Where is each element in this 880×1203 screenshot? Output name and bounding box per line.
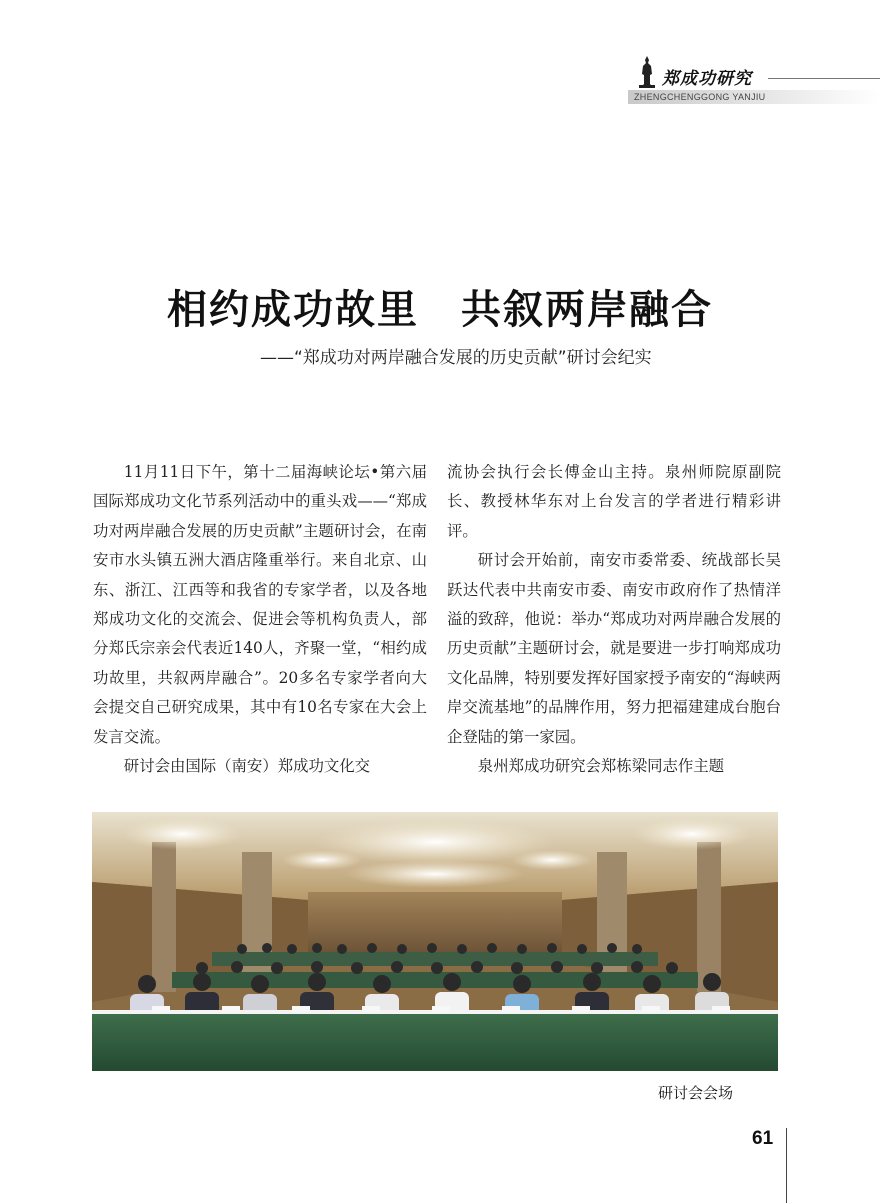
statue-emblem-icon [636,54,658,88]
paragraph-continued: 流协会执行会长傅金山主持。泉州师院原副院长、教授林华东对上台发言的学者进行精彩讲评。 [447,463,781,540]
paragraph: 11月11日下午，第十二届海峡论坛•第六届国际郑成功文化节系列活动中的重头戏——“郑成功对两岸融合发展的历史贡献”主题研讨会，在南安市水头镇五洲大酒店隆重举行。来自北京、山东、浙江、江西等和我省的专家学者，以及各地郑成功文化的交流会、促进会等机构负责人，部分郑氏宗亲会代表近140人，齐聚一堂，“相约成功故里，共叙两岸融合”。20多名专家学者向大会提交自己研究成果，其中有10名专家在大会上发言交流。 [93,463,427,746]
paragraph: 研讨会开始前，南安市委常委、统战部长吴跃达代表中共南安市委、南安市政府作了热情洋溢的致辞，他说：举办“郑成功对两岸融合发展的历史贡献”主题研讨会，就是要进一步打响郑成功文化品牌，特别要发挥好国家授予南安的“海峡两岸交流基地”的品牌作用，努力把福建建成台胞台企登陆的第一家园。 [447,551,781,746]
conference-hall-illustration [92,812,778,1071]
photo-caption: 研讨会会场 [658,1084,734,1102]
conference-hall-photo [92,812,778,1071]
page-number-rule [786,1128,787,1203]
right-column [447,458,781,781]
journal-title-pinyin: ZHENGCHENGGONG YANJIU [634,92,766,102]
article-subtitle: ——“郑成功对两岸融合发展的历史贡献”研讨会纪实 [260,348,652,368]
journal-title: 郑成功研究 [662,69,752,89]
paragraph: 泉州郑成功研究会郑栋梁同志作主题 [477,757,725,776]
page-number: 61 [752,1128,774,1149]
paragraph: 研讨会由国际（南安）郑成功文化交 [123,757,371,776]
article-title: 相约成功故里 共叙两岸融合 [167,287,713,333]
header-rule [768,78,880,79]
journal-header [628,52,880,106]
left-column [93,458,427,781]
